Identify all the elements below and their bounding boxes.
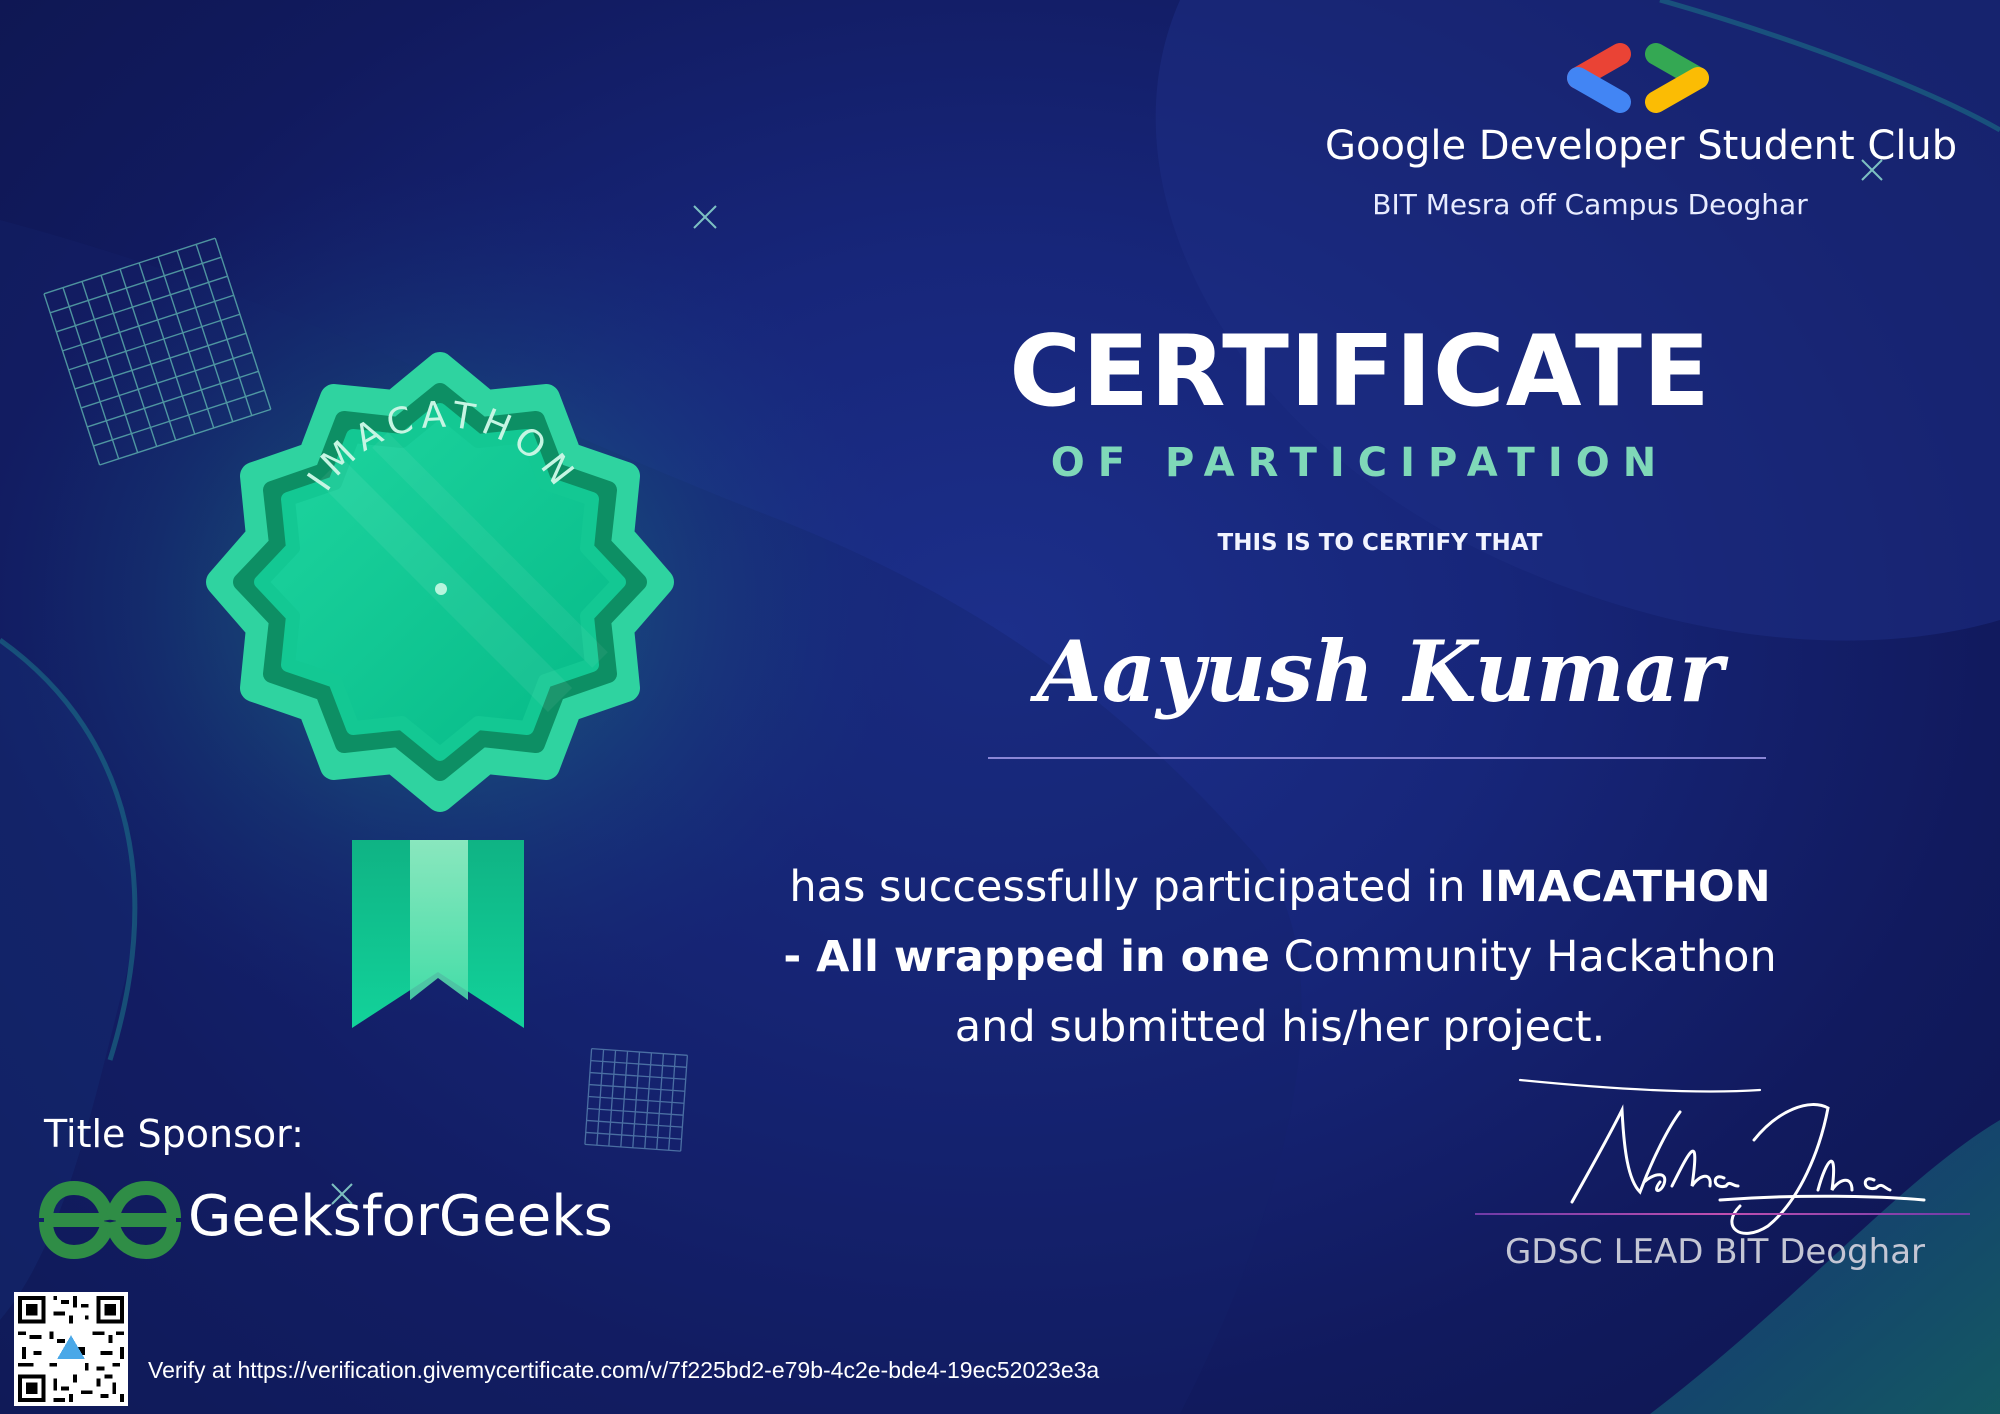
verification-text[interactable]: Verify at https://verification.givemycertificate.com/v/7f225bd2-e79b-4c2e-bde4-19ec52023e3a xyxy=(148,1357,1100,1383)
signatory-title: GDSC LEAD BIT Deoghar xyxy=(1504,1232,1926,1272)
statement-tail: Community Hackathon and submitted his/her project. xyxy=(954,932,1777,1052)
statement-lead: has successfully participated in xyxy=(789,862,1480,912)
name-underline xyxy=(988,757,1766,759)
certificate-subtitle: OF PARTICIPATION xyxy=(1050,440,1670,486)
certify-intro: THIS IS TO CERTIFY THAT xyxy=(1217,530,1543,556)
sponsor-label: Title Sponsor: xyxy=(44,1112,304,1156)
organization-chapter: BIT Mesra off Campus Deoghar xyxy=(1372,188,1808,221)
qr-code-icon xyxy=(14,1292,128,1406)
organization-name: Google Developer Student Club xyxy=(1325,123,1958,169)
recipient-name: Aayush Kumar xyxy=(1036,622,1724,721)
participation-statement xyxy=(780,852,1780,1062)
badge-text: IMACATHON xyxy=(300,394,586,499)
signature-line xyxy=(1475,1213,1970,1215)
certificate-title: CERTIFICATE xyxy=(1009,315,1711,429)
sponsor-name: GeeksforGeeks xyxy=(188,1184,613,1249)
event-name: IMACATHON - All wrapped in one xyxy=(783,862,1771,982)
